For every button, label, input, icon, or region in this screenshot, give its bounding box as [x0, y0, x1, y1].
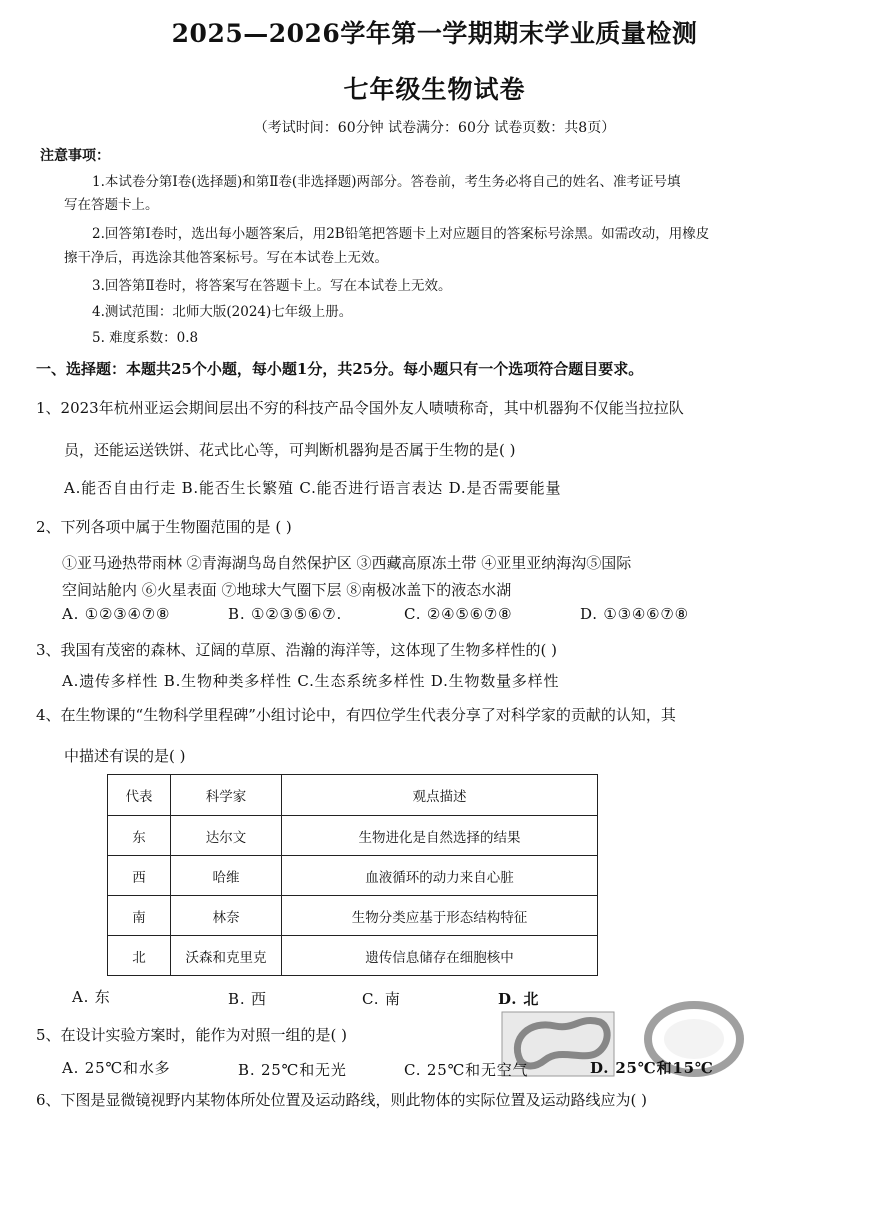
- q5-option-d: D. 25℃和15℃: [590, 1059, 714, 1077]
- q5-option-c: C. 25℃和无空气: [404, 1061, 529, 1079]
- table-cell: 达尔文: [171, 816, 282, 856]
- q4-option-c: C. 南: [362, 990, 401, 1008]
- q5-option-b: B. 25℃和无光: [238, 1061, 347, 1079]
- notice-item-5: 5. 难度系数：0.8: [92, 330, 199, 346]
- exam-subtitle: 七年级生物试卷: [343, 75, 526, 104]
- table-cell: 生物进化是自然选择的结果: [282, 816, 598, 856]
- table-header-cell: 科学家: [171, 775, 282, 816]
- q6-stem: 6、下图是显微镜视野内某物体所处位置及运动路线，则此物体的实际位置及运动路线应为( ): [36, 1091, 648, 1109]
- q4-stem-line2: 中描述有误的是( ): [64, 747, 186, 765]
- q1-options: A.能否自由行走 B.能否生长繁殖 C.能否进行语言表达 D.是否需要能量: [64, 479, 562, 497]
- q4-option-b: B. 西: [228, 990, 267, 1008]
- notice-item-2: 2.回答第Ⅰ卷时，选出每小题答案后，用2B铅笔把答题卡上对应题目的答案标号涂黑。如需改动，用橡皮: [92, 226, 710, 242]
- exam-info: （考试时间：60分钟 试卷满分：60分 试卷页数：共8页）: [253, 120, 616, 136]
- table-cell: 哈维: [171, 856, 282, 896]
- table-header-row: [108, 775, 598, 816]
- exam-title: 2025—2026学年第一学期期末学业质量检测: [171, 19, 698, 48]
- notice-item-2-cont: 擦干净后，再选涂其他答案标号。写在本试卷上无效。: [64, 250, 388, 266]
- table-header-cell: 代表: [108, 775, 171, 816]
- notice-item-4: 4.测试范围：北师大版(2024)七年级上册。: [92, 304, 353, 320]
- table-row: [108, 856, 598, 896]
- q2-items-line1: ①亚马逊热带雨林 ②青海湖鸟岛自然保护区 ③西藏高原冻土带 ④亚里亚纳海沟⑤国际: [62, 554, 632, 572]
- q4-stem-line1: 4、在生物课的“生物科学里程碑”小组讨论中，有四位学生代表分享了对科学家的贡献的认知，其: [36, 706, 676, 724]
- table-cell: 南: [108, 896, 171, 936]
- table-row: [108, 896, 598, 936]
- table-cell: 生物分类应基于形态结构特征: [282, 896, 598, 936]
- q3-options: A.遗传多样性 B.生物种类多样性 C.生态系统多样性 D.生物数量多样性: [62, 672, 560, 690]
- q2-option-a: A. ①②③④⑦⑧: [62, 605, 171, 623]
- sketch-center: [664, 1019, 724, 1059]
- q4-option-d: D. 北: [498, 990, 540, 1008]
- q4-option-a: A. 东: [72, 988, 111, 1006]
- q5-option-a: A. 25℃和水多: [62, 1059, 171, 1077]
- table-cell: 血液循环的动力来自心脏: [282, 856, 598, 896]
- table-cell: 北: [108, 936, 171, 976]
- q2-option-b: B. ①②③⑤⑥⑦.: [228, 605, 343, 623]
- q2-option-c: C. ②④⑤⑥⑦⑧: [404, 605, 513, 623]
- q5-stem: 5、在设计实验方案时，能作为对照一组的是( ): [36, 1026, 348, 1044]
- notice-item-1-cont: 写在答题卡上。: [64, 197, 159, 213]
- q1-stem-line1: 1、2023年杭州亚运会期间层出不穷的科技产品令国外友人啧啧称奇，其中机器狗不仅能当拉拉队: [36, 399, 684, 417]
- q2-option-d: D. ①③④⑥⑦⑧: [580, 605, 689, 623]
- q3-stem: 3、我国有茂密的森林、辽阔的草原、浩瀚的海洋等，这体现了生物多样性的( ): [36, 641, 558, 659]
- table-cell: 林奈: [171, 896, 282, 936]
- notice-item-3: 3.回答第Ⅱ卷时，将答案写在答题卡上。写在本试卷上无效。: [92, 278, 452, 294]
- q1-stem-line2: 员，还能运送铁饼、花式比心等，可判断机器狗是否属于生物的是( ): [64, 441, 516, 459]
- table-cell: 沃森和克里克: [171, 936, 282, 976]
- table-cell: 遗传信息储存在细胞核中: [282, 936, 598, 976]
- q2-items-line2: 空间站舱内 ⑥火星表面 ⑦地球大气圈下层 ⑧南极冰盖下的液态水湖: [62, 581, 512, 599]
- notice-heading: 注意事项：: [40, 148, 110, 164]
- table-row: [108, 816, 598, 856]
- section-heading: 一、选择题：本题共25个小题，每小题1分，共25分。每小题只有一个选项符合题目要求。: [36, 360, 644, 378]
- scientist-table: [107, 774, 598, 976]
- q2-stem: 2、下列各项中属于生物圈范围的是 ( ): [36, 518, 292, 536]
- table-header-cell: 观点描述: [282, 775, 598, 816]
- table-cell: 西: [108, 856, 171, 896]
- table-cell: 东: [108, 816, 171, 856]
- notice-item-1: 1.本试卷分第Ⅰ卷(选择题)和第Ⅱ卷(非选择题)两部分。答卷前，考生务必将自己的姓名、准考证号填: [92, 174, 681, 190]
- table-row: [108, 936, 598, 976]
